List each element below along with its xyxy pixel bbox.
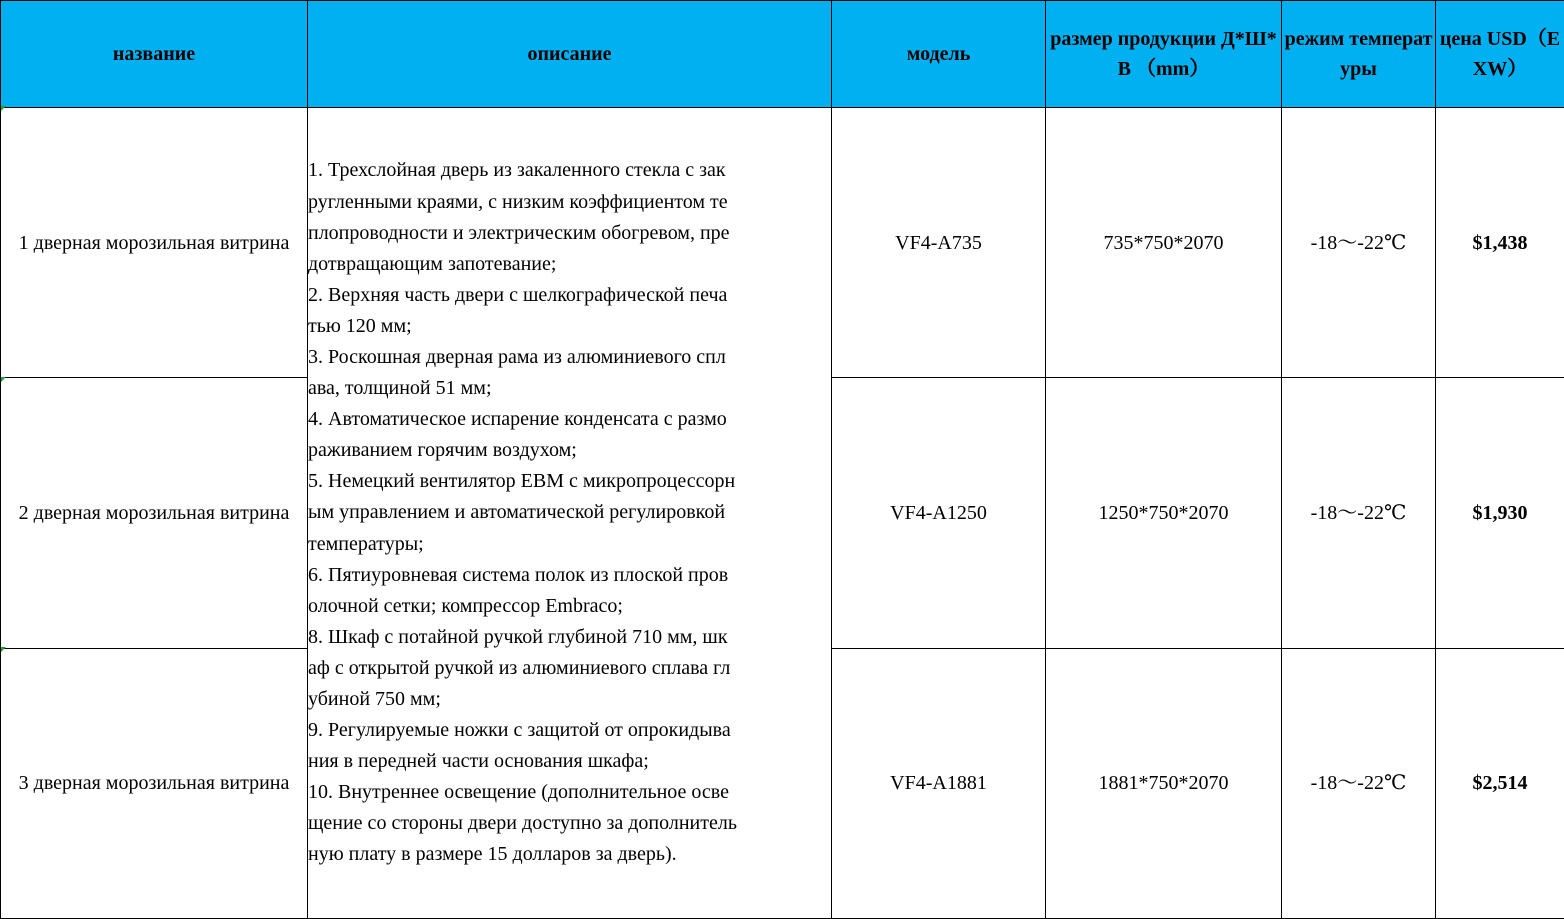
cell-model[interactable]: VF4-A735	[832, 108, 1046, 378]
description-line: ния в передней части основания шкафа;	[308, 750, 649, 773]
description-line: раживанием горячим воздухом;	[308, 439, 577, 462]
description-line: температуры;	[308, 532, 424, 555]
comment-marker	[1, 377, 6, 382]
cell-name[interactable]: 1 дверная морозильная витрина	[1, 108, 308, 378]
cell-size[interactable]: 735*750*2070	[1046, 108, 1282, 378]
header-name[interactable]: название	[1, 1, 308, 108]
header-size[interactable]: размер продукции Д*Ш*В （mm）	[1046, 1, 1282, 108]
cell-temperature[interactable]: -18～-22℃	[1282, 378, 1436, 648]
description-line: ругленными краями, с низким коэффициентом те	[308, 190, 728, 213]
description-line: олочной сетки; компрессор Embraco;	[308, 594, 623, 617]
cell-price[interactable]: $1,930	[1436, 378, 1564, 648]
cell-size[interactable]: 1881*750*2070	[1046, 648, 1282, 918]
cell-size[interactable]: 1250*750*2070	[1046, 378, 1282, 648]
description-line: аф с открытой ручкой из алюминиевого сплава гл	[308, 656, 731, 679]
description-line: 2. Верхняя часть двери с шелкографической печа	[308, 283, 728, 306]
comment-marker	[1, 106, 6, 111]
cell-name[interactable]: 2 дверная морозильная витрина	[1, 378, 308, 648]
cell-temperature[interactable]: -18～-22℃	[1282, 648, 1436, 918]
description-line: 10. Внутреннее освещение (дополнительное осве	[308, 781, 729, 804]
cell-model[interactable]: VF4-A1250	[832, 378, 1046, 648]
header-temperature[interactable]: режим температуры	[1282, 1, 1436, 108]
description-line: 6. Пятиуровневая система полок из плоской пров	[308, 563, 729, 586]
comment-marker	[1, 647, 6, 652]
cell-price[interactable]: $1,438	[1436, 108, 1564, 378]
description-line: 4. Автоматическое испарение конденсата с размо	[308, 408, 727, 431]
description-line: 8. Шкаф с потайной ручкой глубиной 710 мм, шк	[308, 625, 728, 648]
header-price[interactable]: цена USD（EXW）	[1436, 1, 1564, 108]
description-line: убиной 750 мм;	[308, 688, 441, 711]
header-description[interactable]: описание	[308, 1, 832, 108]
description-line: ым управлением и автоматической регулировкой	[308, 501, 726, 524]
header-model[interactable]: модель	[832, 1, 1046, 108]
description-line: ную плату в размере 15 долларов за дверь).	[308, 843, 677, 866]
description-line: 9. Регулируемые ножки с защитой от опрокидыва	[308, 719, 731, 742]
description-line: 1. Трехслойная дверь из закаленного стекла с зак	[308, 159, 726, 182]
description-line: щение со стороны двери доступно за дополнитель	[308, 812, 737, 835]
cell-price[interactable]: $2,514	[1436, 648, 1564, 918]
header-row	[1, 1, 1564, 108]
description-line: плопроводности и электрическим обогревом, пре	[308, 221, 730, 244]
description-line: 3. Роскошная дверная рама из алюминиевого спл	[308, 345, 726, 368]
description-line: 5. Немецкий вентилятор EBM с микропроцессорн	[308, 470, 736, 493]
table-row	[1, 108, 1564, 378]
description-line: ава, толщиной 51 мм;	[308, 377, 492, 400]
cell-name[interactable]: 3 дверная морозильная витрина	[1, 648, 308, 918]
description-line: тью 120 мм;	[308, 314, 412, 337]
cell-model[interactable]: VF4-A1881	[832, 648, 1046, 918]
description-line: дотвращающим запотевание;	[308, 252, 557, 275]
cell-description[interactable]	[308, 108, 832, 919]
cell-temperature[interactable]: -18～-22℃	[1282, 108, 1436, 378]
